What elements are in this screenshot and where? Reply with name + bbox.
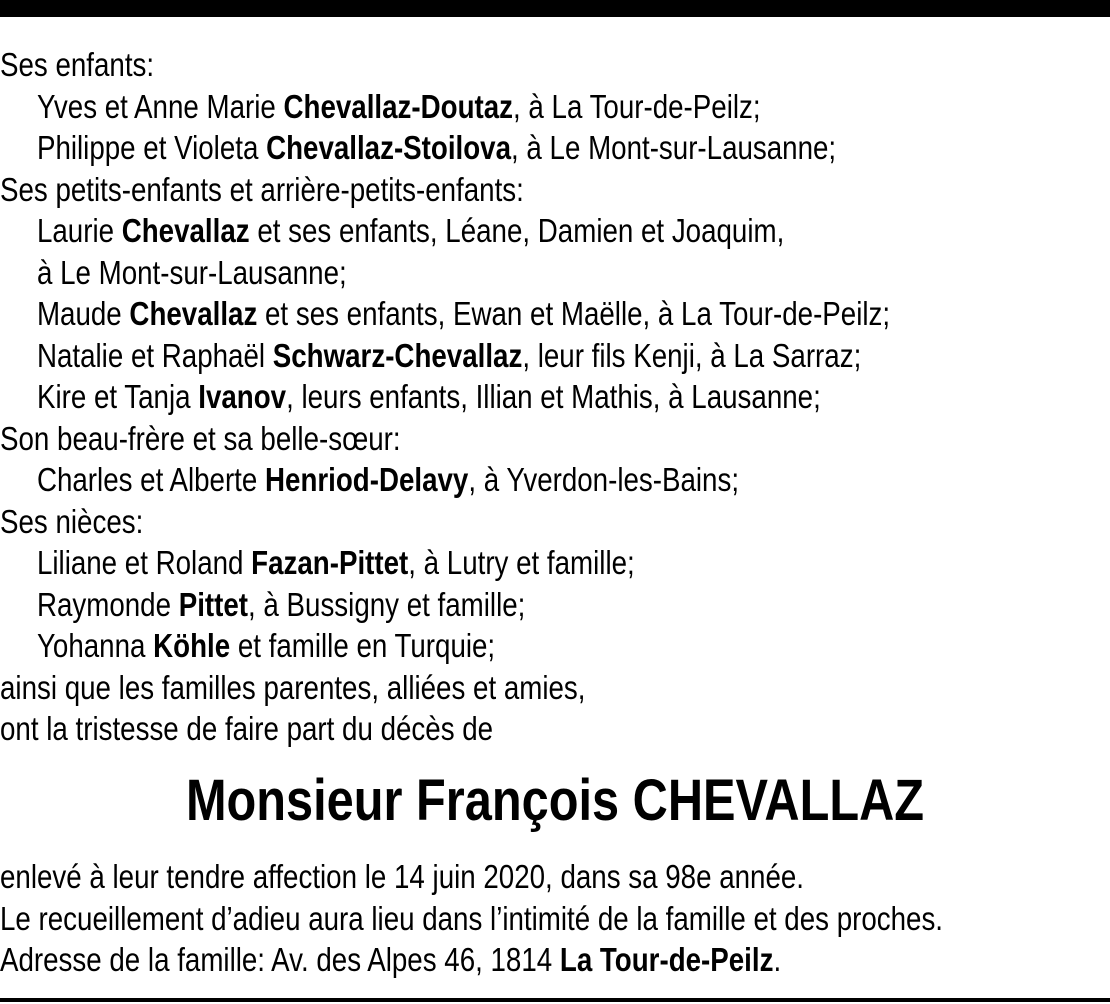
closing-line: ont la tristesse de faire part du décès de [0, 710, 494, 747]
family-address: Adresse de la famille: Av. des Alpes 46, 1814 La Tour-de-Peilz. [0, 941, 782, 978]
family-line: Maude Chevallaz et ses enfants, Ewan et Maëlle, à La Tour-de-Peilz; [36, 295, 891, 332]
family-surname: Ivanov [198, 378, 287, 415]
family-list [0, 44, 1110, 750]
nieces-heading: Ses nièces: [0, 502, 144, 540]
family-surname: Pittet [178, 585, 249, 623]
family-line: à Le Mont-sur-Lausanne; [36, 253, 347, 291]
address-town: La Tour-de-Peilz [559, 941, 774, 978]
notice-details [0, 856, 1110, 981]
closing-line: ainsi que les familles parentes, alliées et amies, [0, 668, 586, 706]
family-line: Yves et Anne Marie Chevallaz-Doutaz, à La Tour-de-Peilz; [36, 87, 761, 125]
family-surname: Chevallaz-Doutaz [283, 87, 514, 125]
grandchildren-heading: Ses petits-enfants et arrière-petits-enfants: [0, 170, 524, 208]
top-rule [0, 0, 1110, 17]
family-line: Kire et Tanja Ivanov, leurs enfants, Illian et Mathis, à Lausanne; [36, 378, 821, 415]
family-line: Liliane et Roland Fazan-Pittet, à Lutry et famille; [36, 544, 635, 581]
family-line: Charles et Alberte Henriod-Delavy, à Yverdon-les-Bains; [36, 461, 740, 498]
family-surname: Köhle [153, 627, 231, 664]
family-surname: Schwarz-Chevallaz [272, 336, 523, 374]
family-line: Philippe et Violeta Chevallaz-Stoilova, à Le Mont-sur-Lausanne; [36, 129, 837, 166]
family-line: Natalie et Raphaël Schwarz-Chevallaz, leur fils Kenji, à La Sarraz; [36, 336, 862, 374]
family-surname: Chevallaz [121, 212, 250, 249]
family-line: Laurie Chevallaz et ses enfants, Léane, Damien et Joaquim, [36, 212, 785, 249]
family-line: Yohanna Köhle et famille en Turquie; [36, 627, 496, 664]
family-surname: Henriod-Delavy [265, 461, 469, 498]
family-surname: Fazan-Pittet [251, 544, 409, 581]
children-heading: Ses enfants: [0, 46, 155, 83]
family-surname: Chevallaz-Stoilova [266, 129, 512, 166]
inlaws-heading: Son beau-frère et sa belle-sœur: [0, 419, 401, 457]
death-date-line: enlevé à leur tendre affection le 14 juin 2020, dans sa 98e année. [0, 858, 804, 895]
family-surname: Chevallaz [129, 295, 258, 332]
deceased-name: Monsieur François CHEVALLAZ [185, 768, 925, 833]
ceremony-line: Le recueillement d’adieu aura lieu dans l’intimité de la famille et des proches. [0, 899, 944, 937]
bottom-rule [0, 998, 1110, 1002]
family-line: Raymonde Pittet, à Bussigny et famille; [36, 585, 526, 623]
